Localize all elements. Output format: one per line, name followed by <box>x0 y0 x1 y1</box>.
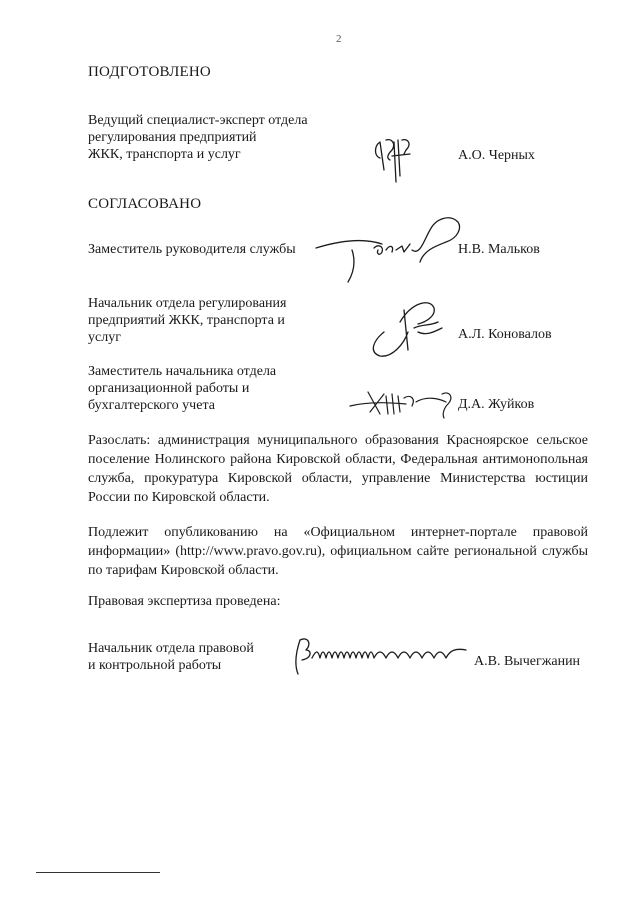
agreed-heading: СОГЛАСОВАНО <box>88 196 202 212</box>
prepared-name: А.О. Черных <box>458 148 535 163</box>
distribution-paragraph: Разослать: администрация муниципального образования Красноярское сельское поселение Нолинского района Кировской области, Федеральная антимонопольная служба, прокуратура Кировской области, управление Министерства юстиции России по Кировской области. <box>88 433 588 505</box>
legal-review-name: А.В. Вычегжанин <box>474 654 581 669</box>
signature-zhuikov <box>346 384 458 420</box>
page-number: 2 <box>336 33 342 45</box>
footnote-rule <box>36 872 160 873</box>
legal-review-note: Правовая экспертиза проведена: <box>88 594 281 609</box>
prepared-role: Ведущий специалист-эксперт отдела регулирования предприятий ЖКК, транспорта и услуг <box>88 113 308 162</box>
agreed-role-3: Заместитель начальника отдела организационной работы и бухгалтерского учета <box>88 364 277 413</box>
agreed-name-2: А.Л. Коновалов <box>458 327 552 342</box>
agreed-name-3: Д.А. Жуйков <box>458 397 535 412</box>
signature-malkov <box>312 210 470 286</box>
agreed-name-1: Н.В. Мальков <box>458 242 540 257</box>
signature-chernykh <box>366 136 420 188</box>
prepared-heading: ПОДГОТОВЛЕНО <box>88 64 211 80</box>
legal-review-role: Начальник отдела правовой и контрольной работы <box>88 641 254 673</box>
signature-vychegzhanin <box>290 632 474 678</box>
agreed-role-1: Заместитель руководителя службы <box>88 242 296 257</box>
agreed-role-2: Начальник отдела регулирования предприятий ЖКК, транспорта и услуг <box>88 296 287 345</box>
signature-konovalov <box>364 292 450 362</box>
publication-paragraph: Подлежит опубликованию на «Официальном интернет-портале правовой информации» (http://www.pravo.gov.ru), официальном сайте региональной службы по тарифам Кировской области. <box>88 525 588 578</box>
